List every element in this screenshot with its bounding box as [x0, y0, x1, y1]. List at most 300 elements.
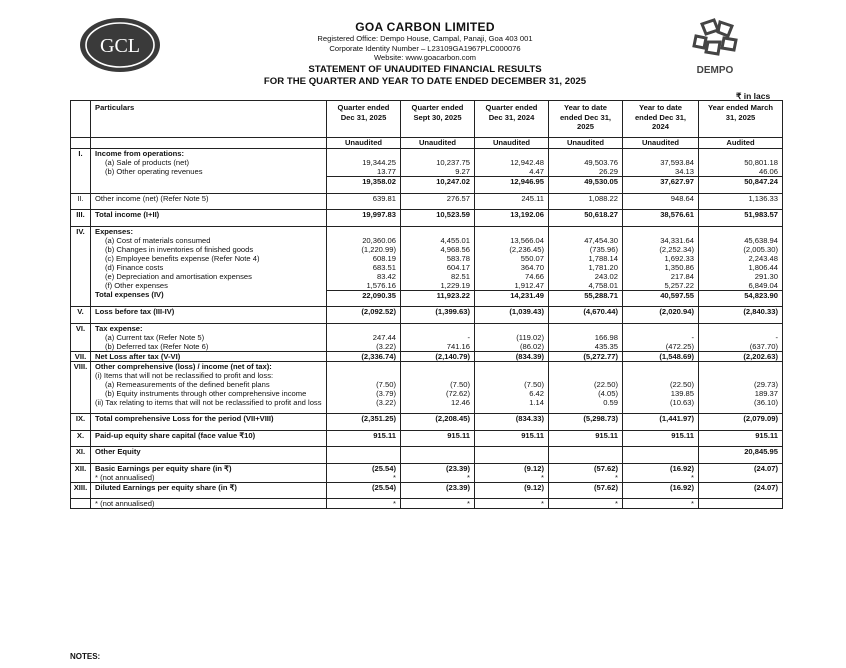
- value-cell: *: [401, 473, 475, 483]
- value-cell: [327, 300, 401, 307]
- value-cell: (7.50): [327, 380, 401, 389]
- row-number: [71, 380, 91, 389]
- value-cell: [549, 186, 623, 193]
- value-cell: [623, 219, 699, 226]
- value-cell: 4,968.56: [401, 245, 475, 254]
- value-cell: [401, 219, 475, 226]
- row-label: (b) Equity instruments through other comprehensive income: [91, 389, 327, 398]
- row-label: [91, 440, 327, 447]
- row-number: [71, 254, 91, 263]
- value-cell: *: [475, 499, 549, 509]
- row-number: [71, 219, 91, 226]
- value-cell: [475, 456, 549, 463]
- value-cell: 550.07: [475, 254, 549, 263]
- value-cell: (57.62): [549, 463, 623, 473]
- value-cell: 166.98: [549, 333, 623, 342]
- table-row: [71, 482, 783, 492]
- value-cell: [327, 316, 401, 323]
- value-cell: [327, 323, 401, 333]
- table-row: [71, 473, 783, 483]
- value-cell: (3.22): [327, 342, 401, 352]
- row-number: [71, 342, 91, 352]
- row-label: [91, 186, 327, 193]
- value-cell: *: [549, 499, 623, 509]
- value-cell: 20,845.95: [699, 447, 783, 457]
- value-cell: 13.77: [327, 167, 401, 177]
- row-number: X.: [71, 430, 91, 440]
- value-cell: 34,331.64: [623, 236, 699, 245]
- row-label: (d) Finance costs: [91, 263, 327, 272]
- row-number: XII.: [71, 463, 91, 473]
- value-cell: (637.70): [699, 342, 783, 352]
- row-label: [91, 423, 327, 430]
- table-row: [71, 389, 783, 398]
- value-cell: *: [327, 499, 401, 509]
- table-row: [71, 398, 783, 407]
- value-cell: 19,997.83: [327, 210, 401, 220]
- value-cell: [549, 219, 623, 226]
- value-cell: 12,946.95: [475, 177, 549, 187]
- value-cell: 83.42: [327, 272, 401, 281]
- row-label: Total expenses (IV): [91, 290, 327, 300]
- value-cell: 608.19: [327, 254, 401, 263]
- value-cell: *: [475, 473, 549, 483]
- value-cell: 915.11: [327, 430, 401, 440]
- value-cell: (5,272.77): [549, 351, 623, 361]
- column-header: Quarter ended Dec 31, 2024: [475, 101, 549, 138]
- row-number: XIII.: [71, 482, 91, 492]
- value-cell: [699, 407, 783, 414]
- spacer-row: [71, 316, 783, 323]
- row-label: Other income (net) (Refer Note 5): [91, 193, 327, 203]
- row-label: Paid-up equity share capital (face value ₹10): [91, 430, 327, 440]
- value-cell: [327, 447, 401, 457]
- row-label: Net Loss after tax (V-VI): [91, 351, 327, 361]
- value-cell: (23.39): [401, 463, 475, 473]
- table-row: [71, 499, 783, 509]
- row-label: [91, 492, 327, 499]
- row-number: [71, 333, 91, 342]
- value-cell: [699, 323, 783, 333]
- value-cell: [623, 456, 699, 463]
- value-cell: *: [623, 473, 699, 483]
- value-cell: [401, 361, 475, 371]
- value-cell: [623, 203, 699, 210]
- value-cell: 1,788.14: [549, 254, 623, 263]
- value-cell: 1,088.22: [549, 193, 623, 203]
- value-cell: (1,399.63): [401, 307, 475, 317]
- value-cell: (834.33): [475, 414, 549, 424]
- value-cell: 276.57: [401, 193, 475, 203]
- value-cell: 11,923.22: [401, 290, 475, 300]
- gcl-logo: [78, 16, 162, 74]
- value-cell: -: [401, 333, 475, 342]
- row-label: (a) Remeasurements of the defined benefit plans: [91, 380, 327, 389]
- value-cell: [623, 323, 699, 333]
- value-cell: [475, 447, 549, 457]
- value-cell: 20,360.06: [327, 236, 401, 245]
- row-label: [91, 219, 327, 226]
- row-number: [71, 158, 91, 167]
- value-cell: [699, 473, 783, 483]
- row-label: Other comprehensive (loss) / income (net of tax):: [91, 361, 327, 371]
- value-cell: [699, 186, 783, 193]
- value-cell: [475, 423, 549, 430]
- spacer-row: [71, 440, 783, 447]
- table-row: [71, 167, 783, 177]
- value-cell: [475, 300, 549, 307]
- value-cell: 1,912.47: [475, 281, 549, 291]
- value-cell: -: [699, 333, 783, 342]
- value-cell: (1,441.97): [623, 414, 699, 424]
- value-cell: 47,454.30: [549, 236, 623, 245]
- value-cell: (24.07): [699, 482, 783, 492]
- value-cell: [475, 316, 549, 323]
- value-cell: (36.10): [699, 398, 783, 407]
- value-cell: [699, 219, 783, 226]
- row-number: IX.: [71, 414, 91, 424]
- value-cell: [327, 371, 401, 380]
- value-cell: (2,020.94): [623, 307, 699, 317]
- value-cell: 54,823.90: [699, 290, 783, 300]
- row-number: [71, 440, 91, 447]
- table-row: [71, 263, 783, 272]
- value-cell: [475, 186, 549, 193]
- row-number: [71, 456, 91, 463]
- row-number: [71, 186, 91, 193]
- value-cell: 683.51: [327, 263, 401, 272]
- table-row: [71, 236, 783, 245]
- value-cell: (119.02): [475, 333, 549, 342]
- value-cell: 9.27: [401, 167, 475, 177]
- value-cell: [327, 203, 401, 210]
- row-number: [71, 300, 91, 307]
- row-number: [71, 473, 91, 483]
- row-number: I.: [71, 149, 91, 159]
- row-number: [71, 492, 91, 499]
- registered-office: Registered Office: Dempo House, Campal, Panaji, Goa 403 001: [317, 34, 533, 43]
- spacer-row: [71, 203, 783, 210]
- value-cell: (2,092.52): [327, 307, 401, 317]
- value-cell: 74.66: [475, 272, 549, 281]
- document-header: [170, 20, 680, 87]
- value-cell: [549, 149, 623, 159]
- table-row: [71, 290, 783, 300]
- value-cell: (1,548.69): [623, 351, 699, 361]
- value-cell: [327, 219, 401, 226]
- table-row: [71, 210, 783, 220]
- value-cell: [623, 300, 699, 307]
- value-cell: [401, 203, 475, 210]
- row-label: (f) Other expenses: [91, 281, 327, 291]
- value-cell: (735.96): [549, 245, 623, 254]
- table-row: [71, 380, 783, 389]
- value-cell: [623, 361, 699, 371]
- row-number: VII.: [71, 351, 91, 361]
- row-label: Expenses:: [91, 226, 327, 236]
- value-cell: (57.62): [549, 482, 623, 492]
- value-cell: (472.25): [623, 342, 699, 352]
- value-cell: 915.11: [623, 430, 699, 440]
- table-row: [71, 254, 783, 263]
- website: Website: www.goacarbon.com: [374, 53, 476, 63]
- value-cell: [401, 323, 475, 333]
- value-cell: (23.39): [401, 482, 475, 492]
- row-label: (a) Sale of products (net): [91, 158, 327, 167]
- value-cell: 45,638.94: [699, 236, 783, 245]
- row-label: (e) Depreciation and amortisation expenses: [91, 272, 327, 281]
- row-number: [71, 398, 91, 407]
- value-cell: [549, 203, 623, 210]
- value-cell: [699, 456, 783, 463]
- value-cell: [475, 371, 549, 380]
- value-cell: 38,576.61: [623, 210, 699, 220]
- row-number: [71, 281, 91, 291]
- row-number: [71, 177, 91, 187]
- row-number: [71, 236, 91, 245]
- value-cell: [475, 407, 549, 414]
- value-cell: (10.63): [623, 398, 699, 407]
- spacer-row: [71, 300, 783, 307]
- value-cell: *: [401, 499, 475, 509]
- value-cell: [475, 226, 549, 236]
- value-cell: (2,079.09): [699, 414, 783, 424]
- spacer-row: [71, 186, 783, 193]
- value-cell: [401, 316, 475, 323]
- value-cell: (4.05): [549, 389, 623, 398]
- value-cell: (834.39): [475, 351, 549, 361]
- value-cell: (7.50): [475, 380, 549, 389]
- dempo-logo: [684, 16, 746, 78]
- value-cell: [401, 371, 475, 380]
- table-row: [71, 226, 783, 236]
- value-cell: (16.92): [623, 463, 699, 473]
- row-number-header: [71, 101, 91, 138]
- audit-status: Unaudited: [401, 138, 475, 149]
- value-cell: 37,593.84: [623, 158, 699, 167]
- value-cell: [699, 371, 783, 380]
- value-cell: 55,288.71: [549, 290, 623, 300]
- audit-status: Unaudited: [549, 138, 623, 149]
- value-cell: 247.44: [327, 333, 401, 342]
- value-cell: (2,202.63): [699, 351, 783, 361]
- row-number: [71, 203, 91, 210]
- row-number: [71, 245, 91, 254]
- value-cell: [549, 440, 623, 447]
- row-label: (i) Items that will not be reclassified to profit and loss:: [91, 371, 327, 380]
- row-number: III.: [71, 210, 91, 220]
- value-cell: (1,220.99): [327, 245, 401, 254]
- value-cell: [327, 407, 401, 414]
- value-cell: 49,530.05: [549, 177, 623, 187]
- row-label: [91, 177, 327, 187]
- value-cell: [475, 440, 549, 447]
- value-cell: [699, 499, 783, 509]
- value-cell: [327, 149, 401, 159]
- audit-status: Audited: [699, 138, 783, 149]
- gcl-logo-text: GCL: [100, 35, 140, 57]
- row-label: (ii) Tax relating to items that will not be reclassified to profit and loss: [91, 398, 327, 407]
- value-cell: (29.73): [699, 380, 783, 389]
- value-cell: 10,523.59: [401, 210, 475, 220]
- audit-status: Unaudited: [475, 138, 549, 149]
- value-cell: 1,576.16: [327, 281, 401, 291]
- value-cell: [475, 361, 549, 371]
- value-cell: [327, 226, 401, 236]
- table-row: [71, 272, 783, 281]
- row-label: Total income (I+II): [91, 210, 327, 220]
- value-cell: (3.22): [327, 398, 401, 407]
- value-cell: [327, 456, 401, 463]
- value-cell: [549, 316, 623, 323]
- value-cell: [475, 492, 549, 499]
- row-number: V.: [71, 307, 91, 317]
- table-row: [71, 281, 783, 291]
- spacer-row: [71, 219, 783, 226]
- currency-note: ₹ in lacs: [736, 91, 771, 101]
- value-cell: 2,243.48: [699, 254, 783, 263]
- spacer-row: [71, 456, 783, 463]
- table-row: [71, 307, 783, 317]
- value-cell: 0.59: [549, 398, 623, 407]
- value-cell: [699, 300, 783, 307]
- value-cell: [699, 226, 783, 236]
- row-label: [91, 316, 327, 323]
- value-cell: 12.46: [401, 398, 475, 407]
- row-label: (a) Cost of materials consumed: [91, 236, 327, 245]
- value-cell: 5,257.22: [623, 281, 699, 291]
- value-cell: [699, 149, 783, 159]
- value-cell: (25.54): [327, 463, 401, 473]
- value-cell: [327, 423, 401, 430]
- table-row: [71, 158, 783, 167]
- value-cell: [623, 226, 699, 236]
- statement-subtitle: FOR THE QUARTER AND YEAR TO DATE ENDED DECEMBER 31, 2025: [263, 75, 587, 87]
- row-number: VI.: [71, 323, 91, 333]
- value-cell: [549, 447, 623, 457]
- value-cell: -: [623, 333, 699, 342]
- value-cell: [623, 447, 699, 457]
- row-label: [91, 456, 327, 463]
- column-header: Year to date ended Dec 31, 2025: [549, 101, 623, 138]
- value-cell: [699, 423, 783, 430]
- value-cell: (5,298.73): [549, 414, 623, 424]
- row-label: Diluted Earnings per equity share (in ₹): [91, 482, 327, 492]
- value-cell: 26.29: [549, 167, 623, 177]
- row-number: [71, 167, 91, 177]
- row-label: Loss before tax (III-IV): [91, 307, 327, 317]
- value-cell: [623, 423, 699, 430]
- value-cell: 19,344.25: [327, 158, 401, 167]
- value-cell: 10,237.75: [401, 158, 475, 167]
- value-cell: 49,503.76: [549, 158, 623, 167]
- row-number: IV.: [71, 226, 91, 236]
- row-number: [71, 290, 91, 300]
- value-cell: (22.50): [549, 380, 623, 389]
- value-cell: [475, 203, 549, 210]
- value-cell: 13,192.06: [475, 210, 549, 220]
- row-label: (b) Changes in inventories of finished goods: [91, 245, 327, 254]
- audit-status-row: [71, 138, 783, 149]
- table-row: [71, 342, 783, 352]
- table-row: [71, 447, 783, 457]
- table-row: [71, 361, 783, 371]
- value-cell: 915.11: [549, 430, 623, 440]
- value-cell: 1,806.44: [699, 263, 783, 272]
- value-cell: 915.11: [401, 430, 475, 440]
- table-row: [71, 149, 783, 159]
- value-cell: (2,005.30): [699, 245, 783, 254]
- value-cell: (1,039.43): [475, 307, 549, 317]
- value-cell: 364.70: [475, 263, 549, 272]
- row-label: * (not annualised): [91, 473, 327, 483]
- value-cell: 4.47: [475, 167, 549, 177]
- value-cell: 189.37: [699, 389, 783, 398]
- value-cell: [549, 407, 623, 414]
- row-label: Total comprehensive Loss for the period (VII+VIII): [91, 414, 327, 424]
- table-row: [71, 323, 783, 333]
- table-row: [71, 351, 783, 361]
- value-cell: *: [549, 473, 623, 483]
- value-cell: (25.54): [327, 482, 401, 492]
- column-header: Year to date ended Dec 31, 2024: [623, 101, 699, 138]
- row-number: [71, 389, 91, 398]
- value-cell: [623, 149, 699, 159]
- value-cell: (7.50): [401, 380, 475, 389]
- value-cell: [699, 203, 783, 210]
- dempo-logo-text: DEMPO: [696, 65, 734, 76]
- value-cell: (24.07): [699, 463, 783, 473]
- value-cell: [549, 300, 623, 307]
- value-cell: 37,627.97: [623, 177, 699, 187]
- value-cell: [699, 316, 783, 323]
- value-cell: 34.13: [623, 167, 699, 177]
- value-cell: [623, 407, 699, 414]
- value-cell: [401, 226, 475, 236]
- table-row: [71, 333, 783, 342]
- value-cell: 50,847.24: [699, 177, 783, 187]
- value-cell: 13,566.04: [475, 236, 549, 245]
- value-cell: [401, 300, 475, 307]
- value-cell: 51,983.57: [699, 210, 783, 220]
- cin: Corporate Identity Number – L23109GA1967PLC000076: [329, 43, 521, 53]
- value-cell: 915.11: [475, 430, 549, 440]
- row-number: [71, 272, 91, 281]
- value-cell: 6,849.04: [699, 281, 783, 291]
- value-cell: 4,455.01: [401, 236, 475, 245]
- statement-title: STATEMENT OF UNAUDITED FINANCIAL RESULTS: [308, 63, 542, 75]
- value-cell: 19,358.02: [327, 177, 401, 187]
- row-number: [71, 407, 91, 414]
- value-cell: [401, 456, 475, 463]
- value-cell: [475, 323, 549, 333]
- value-cell: [327, 440, 401, 447]
- value-cell: [699, 361, 783, 371]
- value-cell: [699, 440, 783, 447]
- notes-heading: NOTES:: [70, 652, 101, 661]
- row-number: [71, 499, 91, 509]
- value-cell: 948.64: [623, 193, 699, 203]
- value-cell: [327, 361, 401, 371]
- value-cell: [401, 186, 475, 193]
- spacer-row: [71, 492, 783, 499]
- row-label: (b) Other operating revenues: [91, 167, 327, 177]
- value-cell: 82.51: [401, 272, 475, 281]
- value-cell: [623, 316, 699, 323]
- row-label: Basic Earnings per equity share (in ₹): [91, 463, 327, 473]
- value-cell: [623, 186, 699, 193]
- row-label: Other Equity: [91, 447, 327, 457]
